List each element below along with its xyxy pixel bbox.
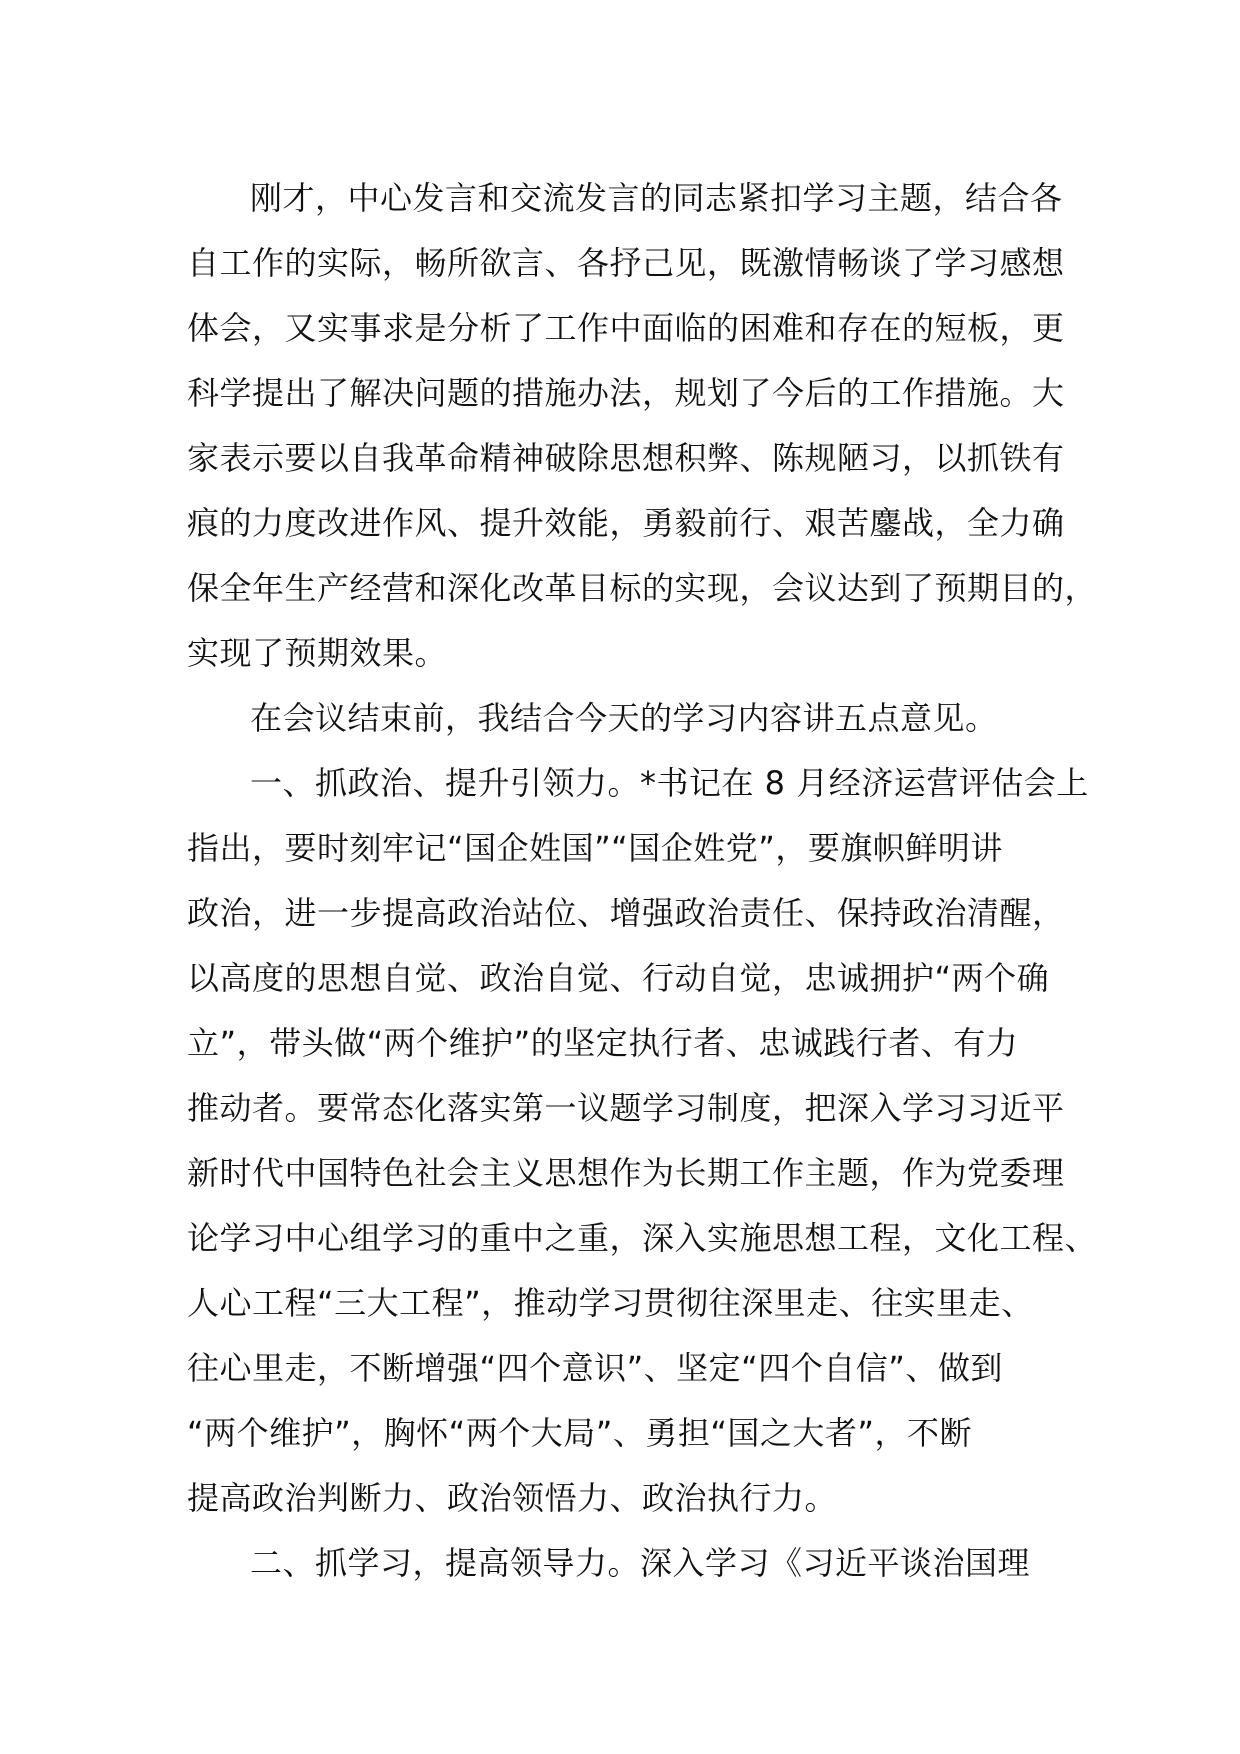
text-line: 科学提出了解决问题的措施办法，规划了今后的工作措施。大 <box>187 374 1065 412</box>
text-line: 以高度的思想自觉、政治自觉、行动自觉，忠诚拥护“两个确 <box>187 959 1050 997</box>
text-line: 在会议结束前，我结合今天的学习内容讲五点意见。 <box>250 699 998 737</box>
text-line: 自工作的实际，畅所欲言、各抒己见，既激情畅谈了学习感想 <box>187 244 1065 282</box>
document-body <box>187 166 1098 1596</box>
text-line: 实现了预期效果。 <box>187 634 448 672</box>
text-line: 体会，又实事求是分析了工作中面临的困难和存在的短板，更 <box>187 309 1065 347</box>
text-line: 指出，要时刻牢记“国企姓国”“国企姓党”，要旗帜鲜明讲 <box>187 829 1003 867</box>
text-line: 二、抓学习，提高领导力。深入学习《习近平谈治国理 <box>250 1544 1031 1582</box>
text-line: 政治，进一步提高政治站位、增强政治责任、保持政治清醒， <box>187 894 1065 932</box>
text-line: 家表示要以自我革命精神破除思想积弊、陈规陋习，以抓铁有 <box>187 439 1065 477</box>
text-line: 刚才，中心发言和交流发言的同志紧扣学习主题，结合各 <box>250 179 1063 217</box>
text-line: 人心工程“三大工程”，推动学习贯彻往深里走、往实里走、 <box>187 1284 1034 1322</box>
text-line: 新时代中国特色社会主义思想作为长期工作主题，作为党委理 <box>187 1154 1065 1192</box>
text-line: 痕的力度改进作风、提升效能，勇毅前行、艰苦鏖战，全力确 <box>187 504 1065 542</box>
text-line: 推动者。要常态化落实第一议题学习制度，把深入学习习近平 <box>187 1089 1065 1127</box>
text-line: 论学习中心组学习的重中之重，深入实施思想工程，文化工程、 <box>187 1219 1098 1257</box>
text-line: 立”，带头做“两个维护”的坚定执行者、忠诚践行者、有力 <box>187 1024 1019 1062</box>
text-line: 保全年生产经营和深化改革目标的实现，会议达到了预期目的， <box>187 569 1098 607</box>
text-line: 一、抓政治、提升引领力。*书记在 8 月经济运营评估会上 <box>250 764 1089 802</box>
text-line: “两个维护”，胸怀“两个大局”、勇担“国之大者”，不断 <box>187 1414 972 1452</box>
text-line: 往心里走，不断增强“四个意识”、坚定“四个自信”、做到 <box>187 1349 1003 1387</box>
text-line: 提高政治判断力、政治领悟力、政治执行力。 <box>187 1479 838 1517</box>
